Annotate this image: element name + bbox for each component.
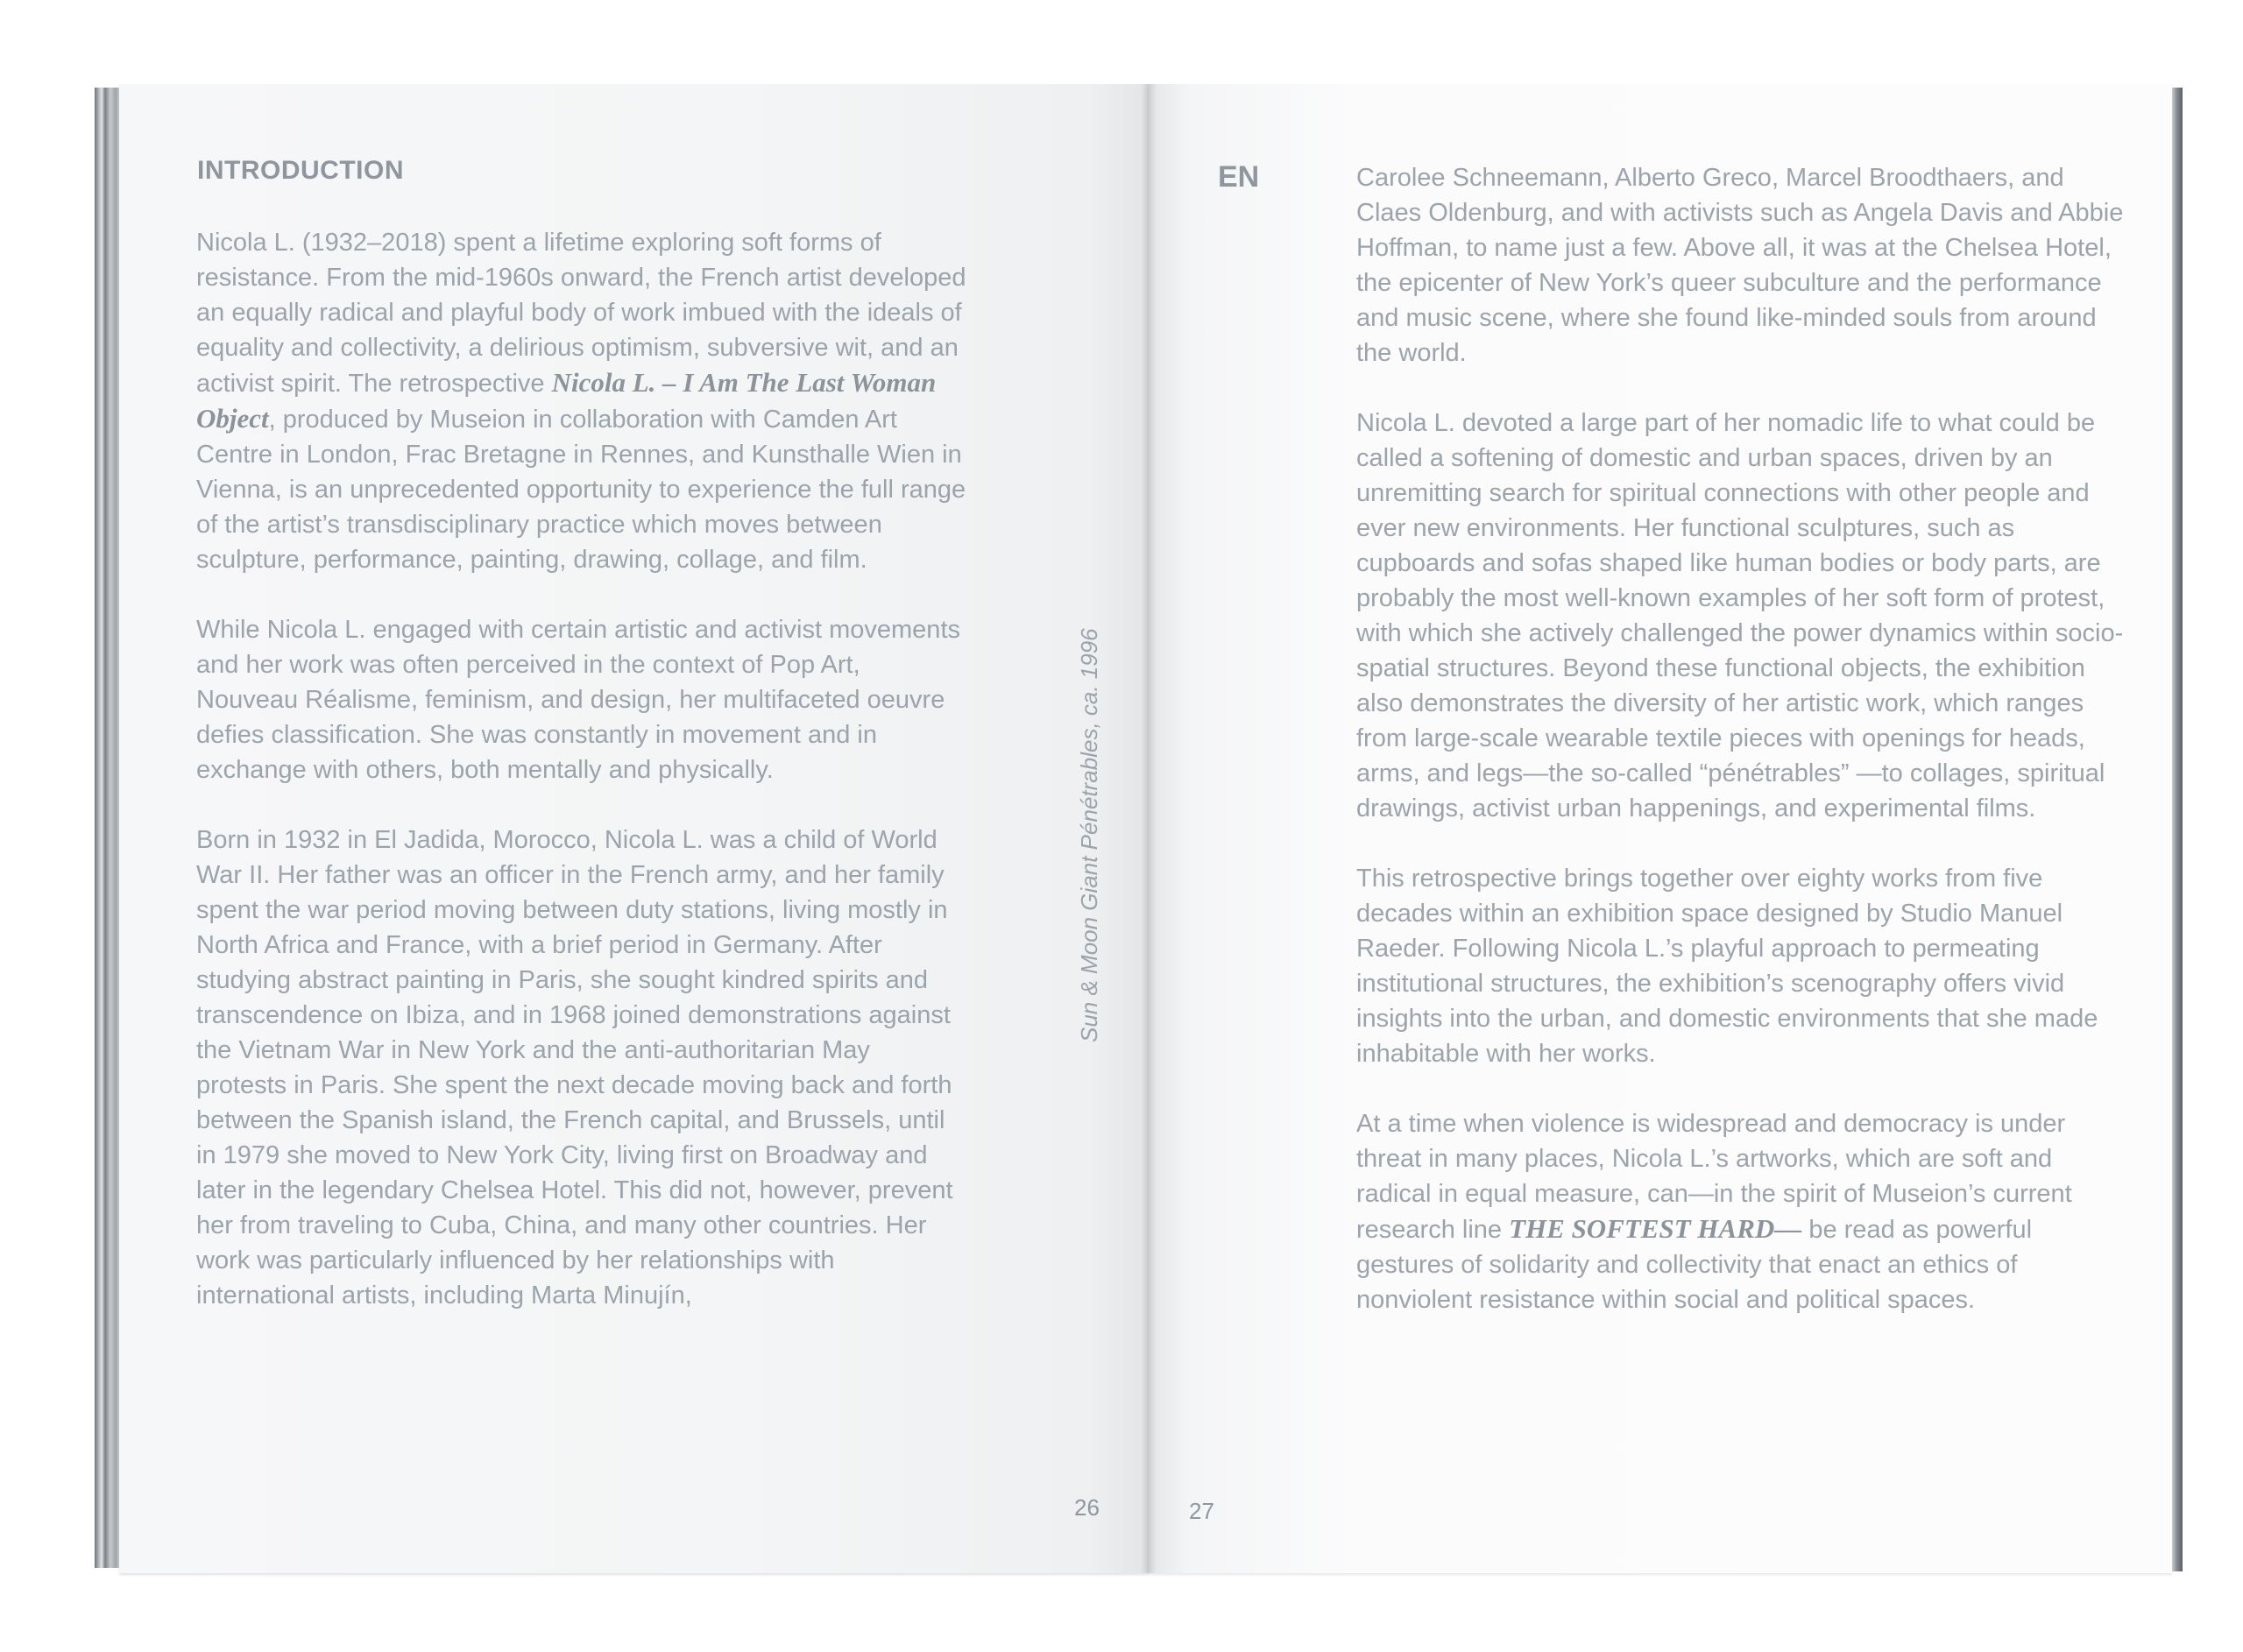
right-text-column: [1356, 160, 2127, 1352]
right-paragraph-4: At a time when violence is widespread and democracy is under threat in many places, Nicola L.’s artworks, which are soft and radical in equal measure, can—in the spirit of Museion’s current research line THE SOFTEST HARD— be read as powerful gestures of solidarity and collectivity that enact an ethics of nonviolent resistance within social and political spaces.: [1356, 1110, 2072, 1314]
right-paragraph-2: Nicola L. devoted a large part of her nomadic life to what could be called a softening of domestic and urban spaces, driven by an unremitting search for spiritual connections with other people and ever new environments. Her functional sculptures, such as cupboards and sofas shaped like human bodies or body parts, are probably the most well-known examples of her soft form of protest, with which she actively challenged the power dynamics within socio-spatial structures. Beyond these functional objects, the exhibition also demonstrates the diversity of her artistic work, which ranges from large-scale wearable textile pieces with openings for heads, arms, and legs—the so-called “pénétrables” —to collages, spiritual drawings, activist urban happenings, and experimental films.: [1356, 409, 2124, 822]
exhibition-title: Nicola L. – I Am The Last Woman Object: [196, 367, 937, 434]
research-line-title: THE SOFTEST HARD—: [1509, 1213, 1802, 1244]
left-text-column: [196, 225, 967, 1348]
left-paragraph-1: Nicola L. (1932–2018) spent a lifetime exploring soft forms of resistance. From the mid-1960s onward, the French artist developed an equally radical and playful body of work imbued with the ideals of equality and collectivity, a delirious optimism, subversive wit, and an activist spirit. The retrospective Nicola L. – I Am The Last Woman Object, produced by Museion in collaboration with Camden Art Centre in London, Frac Bretagne in Rennes, and Kunsthalle Wien in Vienna, is an unprecedented opportunity to experience the full range of the artist’s transdisciplinary practice which moves between sculpture, performance, painting, drawing, collage, and film.: [196, 229, 966, 574]
page-number-left: 26: [1074, 1494, 1100, 1521]
right-paragraph-3: This retrospective brings together over eighty works from five decades within an exhibition space designed by Studio Manuel Raeder. Following Nicola L.’s playful approach to permeating institutional structures, the exhibition’s scenography offers vivid insights into the urban, and domestic environments that she made inhabitable with her works.: [1356, 865, 2098, 1068]
section-heading: INTRODUCTION: [197, 156, 404, 185]
image-caption: Sun & Moon Giant Pénétrables, ca. 1996: [1076, 628, 1102, 1042]
page-edges-right: [2172, 88, 2183, 1571]
left-paragraph-2: While Nicola L. engaged with certain artistic and activist movements and her work was often perceived in the context of Pop Art, Nouveau Réalisme, feminism, and design, her multifaceted oeuvre defies classification. She was constantly in movement and in exchange with others, both mentally and physically.: [196, 616, 960, 784]
language-label: EN: [1218, 160, 1260, 194]
left-paragraph-3: Born in 1932 in El Jadida, Morocco, Nicola L. was a child of World War II. Her father was an officer in the French army, and her family spent the war period moving between duty stations, living mostly in North Africa and France, with a brief period in Germany. After studying abstract painting in Paris, she sought kindred spirits and transcendence on Ibiza, and in 1968 joined demonstrations against the Vietnam War in New York and the anti-authoritarian May protests in Paris. She spent the next decade moving back and forth between the Spanish island, the French capital, and Brussels, until in 1979 she moved to New York City, living first on Broadway and later in the legendary Chelsea Hotel. This did not, however, prevent her from traveling to Cuba, China, and many other countries. Her work was particularly influenced by her relationships with international artists, including Marta Minujín,: [196, 826, 953, 1310]
gutter-shadow: [1141, 84, 1157, 1573]
page-number-right: 27: [1189, 1498, 1214, 1524]
right-paragraph-1: Carolee Schneemann, Alberto Greco, Marcel Broodthaers, and Claes Oldenburg, and with activists such as Angela Davis and Abbie Hoffman, to name just a few. Above all, it was at the Chelsea Hotel, the epicenter of New York’s queer subculture and the performance and music scene, where she found like-minded souls from around the world.: [1356, 164, 2124, 367]
